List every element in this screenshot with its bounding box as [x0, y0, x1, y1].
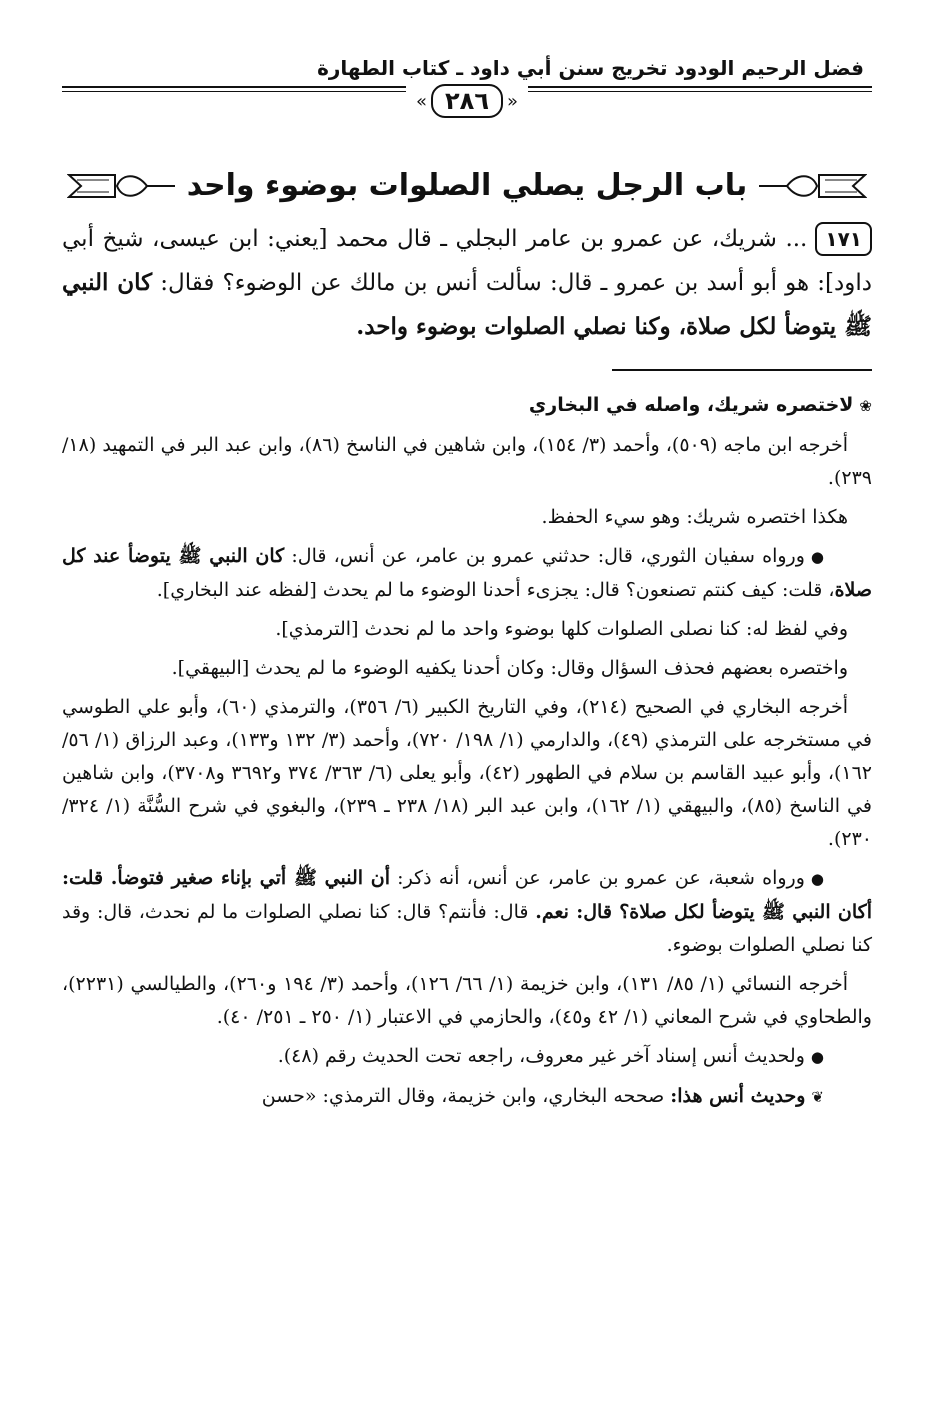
commentary-paragraph — [62, 540, 872, 607]
page-number-cap-icon: « — [506, 90, 518, 112]
section-marker-icon: ❀ — [859, 397, 872, 415]
bullet-icon: ● — [810, 548, 824, 566]
hadith-plain-text: ... شريك، عن عمرو بن عامر البجلي ـ قال محمد [يعني: ابن عيسى، شيخ أبي داود]: هو أبو أسد بن عمرو ـ قال: سألت أنس بن مالك عن الوضوء؟ فقال: — [62, 226, 872, 296]
hadith-number: ١٧١ — [815, 222, 872, 256]
page-number-cap-icon: » — [416, 90, 428, 112]
commentary-text: ، قلت: كيف كنتم تصنعون؟ قال: يجزىء أحدنا الوضوء ما لم يحدث [لفظه عند البخاري]. — [156, 579, 835, 601]
commentary-paragraph: أخرجه البخاري في الصحيح (٢١٤)، وفي التاريخ الكبير (٦/ ٣٥٦)، والترمذي (٦٠)، وأبو علي الطوسي في مستخرجه على الترمذي (٤٩)، والدارمي (١/ ١٩٨/ ٧٢٠)، وأحمد (٣/ ١٣٢ و١٣٣)، وعبد الرزاق (١/ ٥٦/ ١٦٢)، وأبو عبيد القاسم بن سلام في الطهور (٤٢)، وأبو يعلى (٦/ ٣٦٣/ ٣٧٤ و٣٦٩٢ و٣٧٠٨)، وابن شاهين في الناسخ (٨٥)، والبيهقي (١/ ١٦٢)، وابن عبد البر (١٨/ ٢٣٨ ـ ٢٣٩)، والبغوي في شرح السُّنَّة (١/ ٣٢٤/ ٢٣٠). — [62, 696, 872, 850]
ornament-right-icon — [757, 169, 867, 203]
hadith-text — [62, 217, 872, 349]
commentary-paragraph: وفي لفظ له: كنا نصلى الصلوات كلها بوضوء واحد ما لم نحدث [الترمذي]. — [275, 618, 848, 640]
commentary — [62, 389, 872, 1114]
commentary-bold-text: وحديث أنس هذا: — [670, 1085, 806, 1107]
commentary-text: قال: فأنتم؟ قال: كنا نصلي الصلوات ما لم نحدث، قال: وقد كنا نصلي الصلوات بوضوء. — [62, 901, 872, 956]
commentary-paragraph: أخرجه النسائي (١/ ٨٥/ ١٣١)، وابن خزيمة (١/ ٦٦/ ١٢٦)، وأحمد (٣/ ١٩٤ و٢٦٠)، والطيالسي (٢٢٣١)، والطحاوي في شرح المعاني (١/ ٤٢ و٤٥)، والحازمي في الاعتبار (١/ ٢٥٠ ـ ٢٥١/ ٤٠). — [62, 973, 872, 1028]
page-number-box — [406, 84, 528, 118]
commentary-paragraph: هكذا اختصره شريك: وهو سيء الحفظ. — [541, 506, 848, 528]
chapter-title: باب الرجل يصلي الصلوات بوضوء واحد — [186, 168, 748, 203]
chapter-heading — [62, 168, 872, 203]
ornament-left-icon — [67, 169, 177, 203]
commentary-paragraph: أخرجه ابن ماجه (٥٠٩)، وأحمد (٣/ ١٥٤)، وابن شاهين في الناسخ (٨٦)، وابن عبد البر في التمهيد (١٨/ ٢٣٩). — [62, 434, 872, 489]
commentary-paragraph — [62, 1040, 872, 1074]
commentary-bold-text: كان النبي ﷺ يتوضأ عند كل صلاة — [62, 545, 872, 601]
bullet-icon: ● — [810, 1048, 824, 1066]
commentary-text: ورواه سفيان الثوري، قال: حدثني عمرو بن عامر، عن أنس، قال: — [284, 545, 805, 567]
footnote-divider — [612, 369, 872, 371]
running-title: فضل الرحيم الودود تخريج سنن أبي داود ـ كتاب الطهارة — [317, 56, 864, 80]
commentary-paragraph: واختصره بعضهم فحذف السؤال وقال: وكان أحدنا يكفيه الوضوء ما لم يحدث [البيهقي]. — [171, 657, 848, 679]
commentary-bold-text: أن النبي ﷺ أتي بإناء صغير فتوضأ. قلت: أكان النبي ﷺ يتوضأ لكل صلاة؟ قال: نعم. — [62, 867, 872, 923]
commentary-text: ولحديث أنس إسناد آخر غير معروف، راجعه تحت الحديث رقم (٤٨). — [277, 1045, 805, 1067]
leaf-icon: ❦ — [811, 1088, 824, 1106]
commentary-paragraph — [62, 1080, 872, 1114]
book-page — [62, 40, 872, 1382]
running-header — [62, 40, 872, 80]
header-rule — [62, 84, 872, 124]
commentary-text: صححه البخاري، وابن خزيمة، وقال الترمذي: «حسن — [261, 1085, 671, 1107]
page-number: ٢٨٦ — [431, 84, 503, 118]
hadith-bold-text: كان النبي ﷺ يتوضأ لكل صلاة، وكنا نصلي الصلوات بوضوء واحد. — [62, 269, 872, 340]
commentary-text: ورواه شعبة، عن عمرو بن عامر، عن أنس، أنه ذكر: — [390, 867, 805, 889]
commentary-paragraph — [62, 862, 872, 962]
commentary-heading: لاختصره شريك، واصله في البخاري — [528, 394, 854, 416]
bullet-icon: ● — [810, 870, 825, 888]
